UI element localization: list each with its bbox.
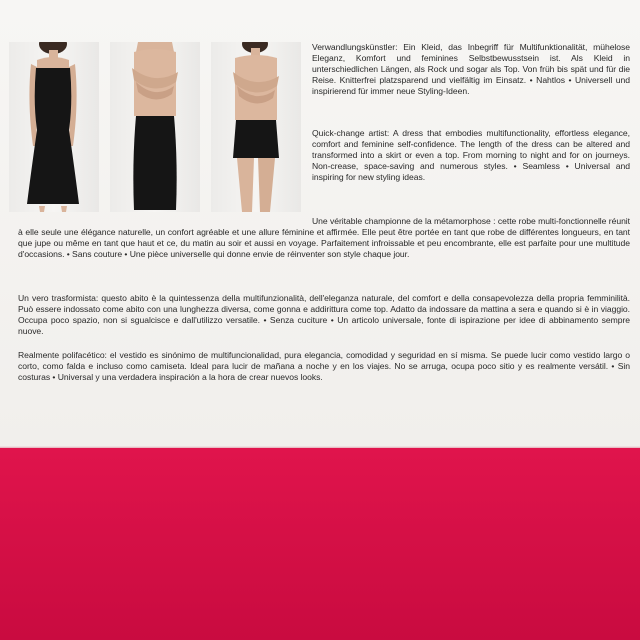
photo-skirt-look bbox=[110, 42, 200, 212]
description-french bbox=[18, 216, 630, 260]
photo-dress-look bbox=[9, 42, 99, 212]
photo-mini-skirt-look bbox=[211, 42, 301, 212]
magenta-color-band bbox=[0, 448, 640, 640]
model-skirt-figure bbox=[110, 42, 200, 212]
model-mini-skirt-figure bbox=[211, 42, 301, 212]
description-english: Quick-change artist: A dress that embodies multifunctionality, effortless elegance, comfort and feminine self-confidence. The length of the dress can be altered and transformed into a skirt or even a top. From morning to night and for on journeys. Non-crease, space-saving and numerous styles. • Seamless • Universal and inspiring for new styling ideas. bbox=[312, 128, 630, 183]
description-german: Verwandlungskünstler: Ein Kleid, das Inbegriff für Multifunktionalität, mühelose Eleganz, Komfort und feminines Selbstbewusstsein ist. Als Kleid in unterschiedlichen Längen, als Rock und sogar als Top. Von früh bis spät und für die Reise. Knitterfrei platzsparend und vielfältig im Einsatz. • Nahtlos • Universell und inspirierend für immer neue Styling-Ideen. bbox=[312, 42, 630, 97]
description-italian: Un vero trasformista: questo abito è la quintessenza della multifunzionalità, dell'eleganza naturale, del comfort e della consapevolezza della propria femminilità. Può essere indossato come abito con una lunghezza diversa, come gonna e addirittura come top. Adatto da indossare da mattina a sera e quando si è in viaggio. Occupa poco spazio, non si sgualcisce e dall'utilizzo versatile. • Senza cuciture • Un articolo universale, fonte di ispirazione per idee di abbinamento sempre nuove. bbox=[18, 293, 630, 337]
description-french-text: Une véritable championne de la métamorphose : cette robe multi-fonctionnelle réunit à elle seule une élégance naturelle, un confort agréable et une allure féminine et affirmée. Elle peut être portée en tant que robe de différentes longueurs, en tant que jupe ou même en tant que haut et ce, du matin au soir et aussi en voyage. Parfaitement infroissable et peu encombrante, elle est parfaite pour une multitude d'occasions. • Sans couture • Une pièce universelle qui donne envie de réinventer son style chaque jour. bbox=[18, 216, 630, 260]
model-dress-figure bbox=[9, 42, 99, 212]
description-spanish: Realmente polifacético: el vestido es sinónimo de multifuncionalidad, pura elegancia, comodidad y seguridad en sí misma. Se puede lucir como vestido largo o corto, como falda e incluso como camiseta. Ideal para lucir de mañana a noche y en los viajes. No se arruga, ocupa poco sitio y es realmente versátil. • Sin costuras • Universal y una verdadera inspiración a la hora de crear nuevos looks. bbox=[18, 350, 630, 383]
